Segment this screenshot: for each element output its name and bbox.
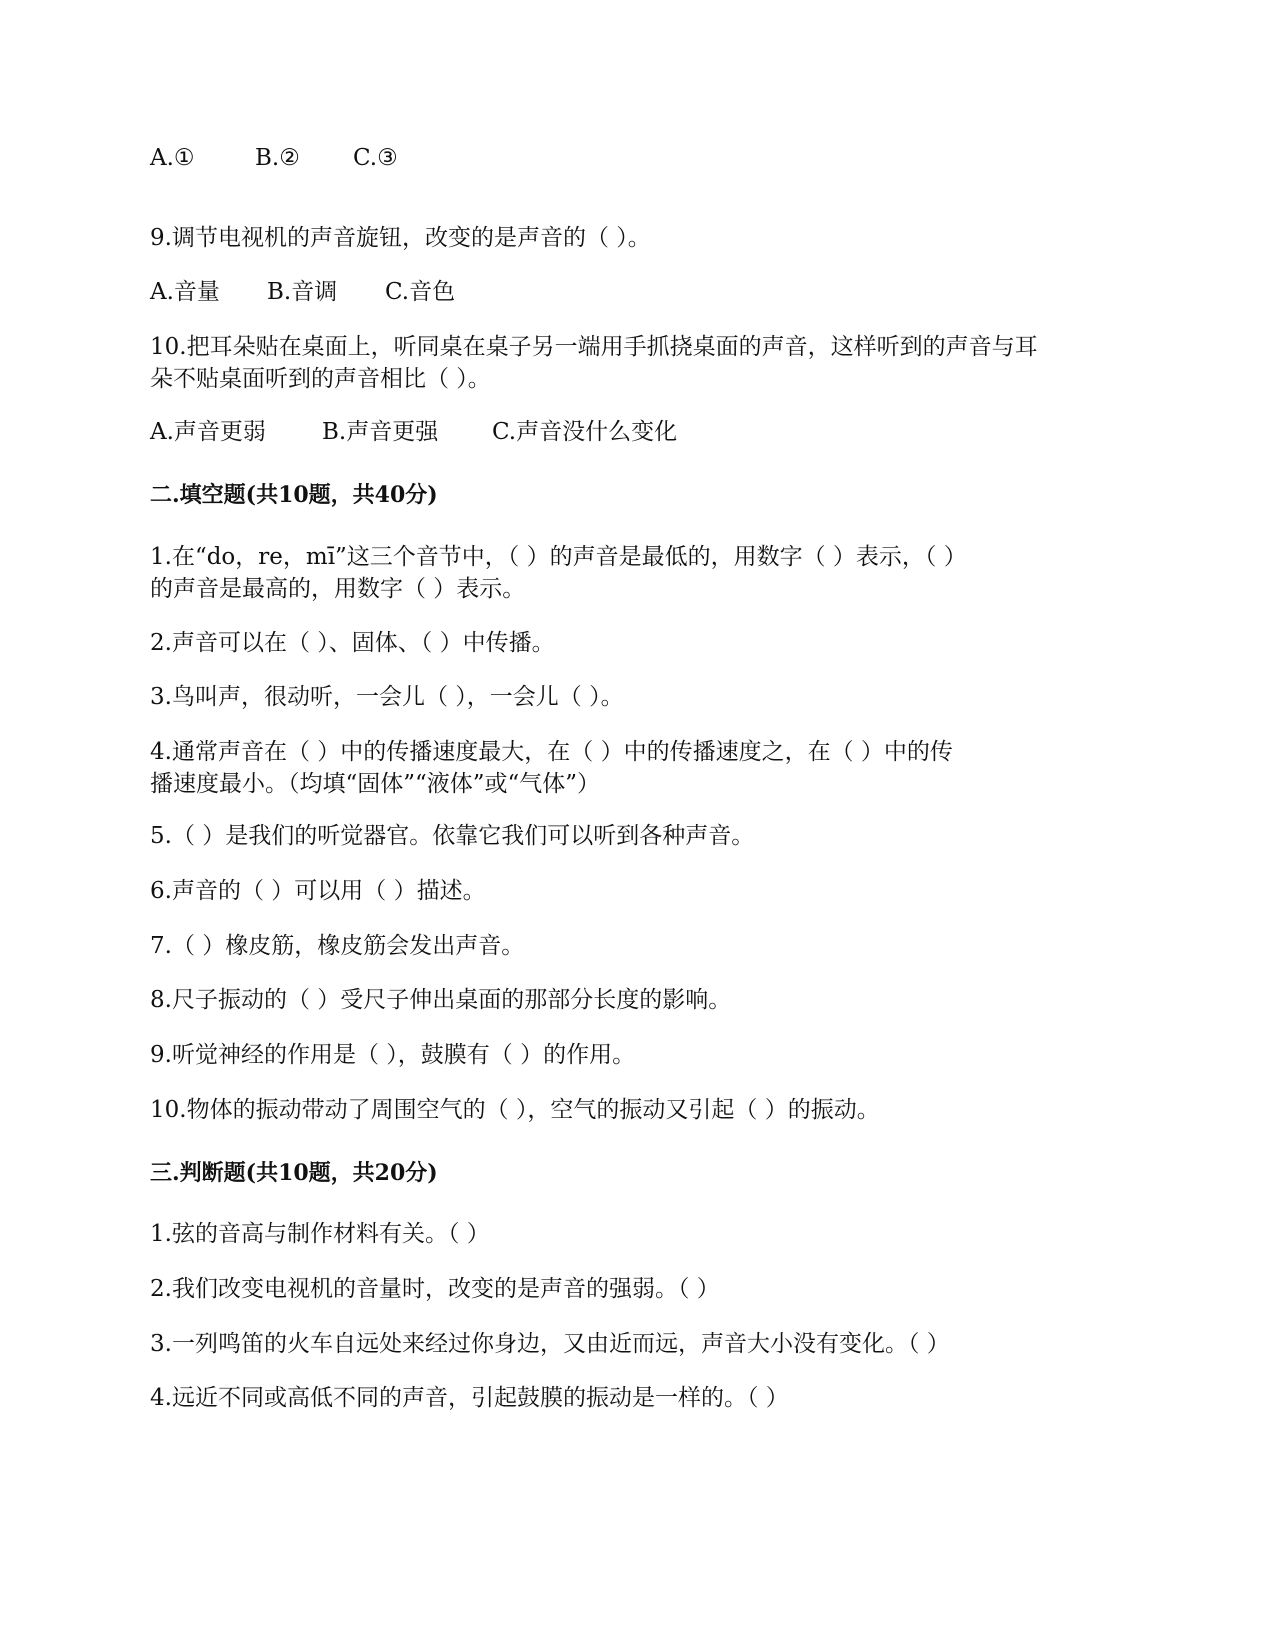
mc-q9-option-a: A.音量 (150, 279, 220, 305)
mc-q10-line-2: 朵不贴桌面听到的声音相比（ ）。 (150, 366, 491, 392)
judge-question-3: 3.一列鸣笛的火车自远处来经过你身边，又由近而远，声音大小没有变化。（ ） (150, 1331, 950, 1357)
judge-question-4: 4.远近不同或高低不同的声音，引起鼓膜的振动是一样的。（ ） (150, 1385, 789, 1411)
fill-q4-line-2: 播速度最小。（均填“固体”“液体”或“气体”） (150, 771, 601, 797)
judge-question-1: 1.弦的音高与制作材料有关。（ ） (150, 1221, 490, 1247)
fill-question-1 (150, 541, 1110, 605)
mc-question-9: 9.调节电视机的声音旋钮，改变的是声音的（ ）。 (150, 225, 651, 251)
fill-question-6: 6.声音的（ ）可以用（ ）描述。 (150, 878, 486, 904)
q8-option-a: A.① (150, 145, 195, 171)
q8-option-b: B.② (255, 145, 300, 171)
mc-q10-options (150, 416, 677, 448)
fill-q4-line-1: 4.通常声音在（ ）中的传播速度最大，在（ ）中的传播速度之，在（ ）中的传 (150, 739, 953, 765)
mc-q9-options (150, 276, 455, 308)
fill-question-9: 9.听觉神经的作用是（ ），鼓膜有（ ）的作用。 (150, 1042, 636, 1068)
mc-q9-option-c: C.音色 (385, 279, 456, 305)
section-judge-heading: 三.判断题(共10题，共20分) (150, 1160, 438, 1186)
q8-options (150, 142, 398, 174)
fill-question-3: 3.鸟叫声，很动听，一会儿（ ），一会儿（ ）。 (150, 684, 624, 710)
mc-q9-option-b: B.音调 (267, 279, 338, 305)
fill-question-7: 7.（ ）橡皮筋，橡皮筋会发出声音。 (150, 933, 525, 959)
fill-q1-line-2: 的声音是最高的，用数字（ ）表示。 (150, 576, 526, 602)
mc-q10-line-1: 10.把耳朵贴在桌面上，听同桌在桌子另一端用手抓挠桌面的声音，这样听到的声音与耳 (150, 334, 1038, 360)
mc-q10-option-c: C.声音没什么变化 (492, 419, 678, 445)
fill-question-10: 10.物体的振动带动了周围空气的（ ），空气的振动又引起（ ）的振动。 (150, 1097, 880, 1123)
section-fill-heading: 二.填空题(共10题，共40分) (150, 482, 438, 508)
fill-q1-line-1: 1.在“do，re，mī”这三个音节中，（ ）的声音是最低的，用数字（ ）表示，（ ） (150, 544, 967, 570)
mc-question-10 (150, 331, 1110, 395)
q8-option-c: C.③ (353, 145, 398, 171)
fill-question-8: 8.尺子振动的（ ）受尺子伸出桌面的那部分长度的影响。 (150, 987, 732, 1013)
mc-q10-option-a: A.声音更弱 (150, 419, 266, 445)
fill-question-2: 2.声音可以在（ ）、固体、（ ）中传播。 (150, 630, 555, 656)
mc-q10-option-b: B.声音更强 (322, 419, 439, 445)
judge-question-2: 2.我们改变电视机的音量时，改变的是声音的强弱。（ ） (150, 1276, 720, 1302)
fill-question-5: 5.（ ）是我们的听觉器官。依靠它我们可以听到各种声音。 (150, 823, 755, 849)
fill-question-4 (150, 736, 1110, 800)
